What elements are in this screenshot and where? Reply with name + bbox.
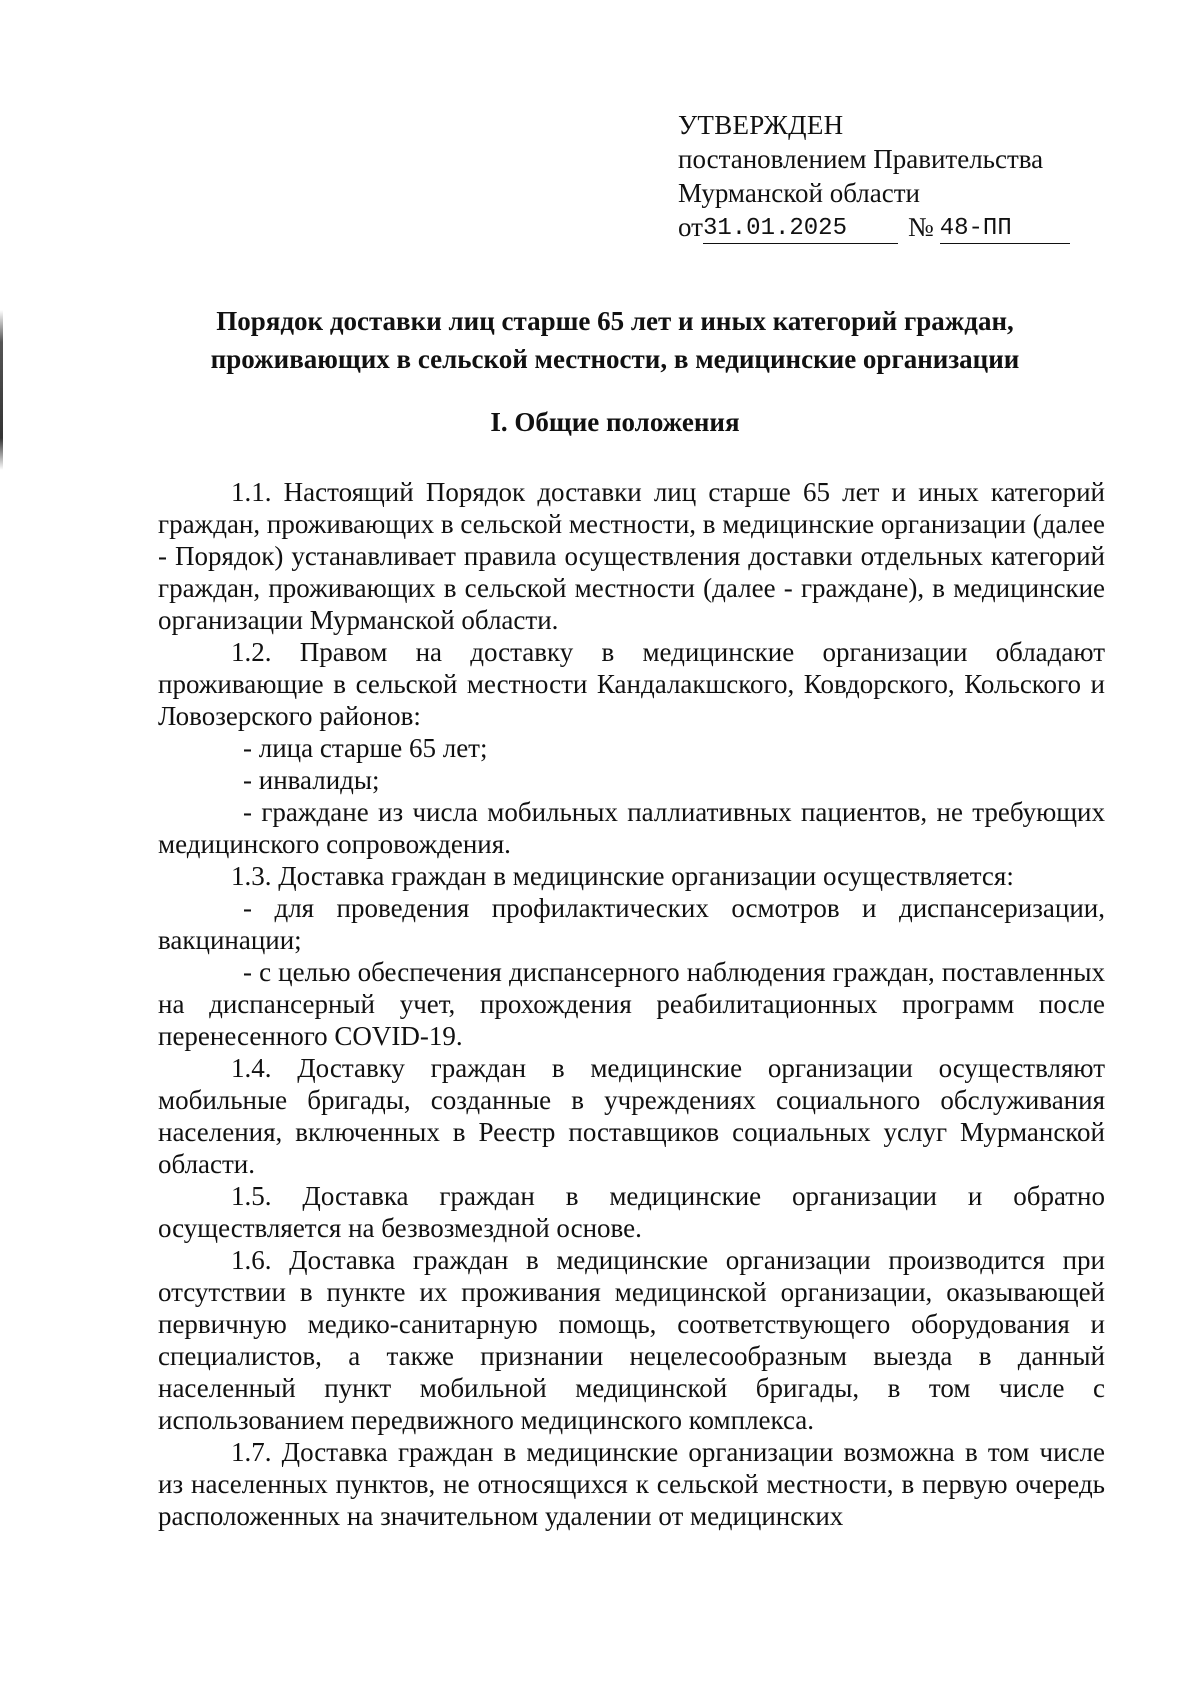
approval-date: 31.01.2025 xyxy=(703,215,898,244)
number-prefix: № xyxy=(907,212,934,242)
paragraph-1-1: 1.1. Настоящий Порядок доставки лиц старше 65 лет и иных категорий граждан, проживающих в сельской местности, в медицинские организации (далее - Порядок) устанавливает правила осуществления доставки отдельных категорий граждан, проживающих в сельской местности (далее - граждане), в медицинские организации Мурманской области. xyxy=(158,477,1105,635)
list-item-observation: - с целью обеспечения диспансерного наблюдения граждан, поставленных на диспансерный учет, прохождения реабилитационных программ после перенесенного COVID-19. xyxy=(158,957,1105,1051)
list-item-elderly: - лица старше 65 лет; xyxy=(243,733,488,763)
title-line-2: проживающих в сельской местности, в медицинские организации xyxy=(210,344,1020,374)
list-item-disabled: - инвалиды; xyxy=(243,765,380,795)
paragraph-1-2: 1.2. Правом на доставку в медицинские организации обладают проживающие в сельской местности Кандалакшского, Ковдорского, Кольского и Ловозерского районов: xyxy=(158,637,1105,731)
paragraph-1-7: 1.7. Доставка граждан в медицинские организации возможна в том числе из населенных пунктов, не относящихся к сельской местности, в первую очередь расположенных на значительном удалении от медицинских xyxy=(158,1437,1105,1531)
paragraph-1-4: 1.4. Доставку граждан в медицинские организации осуществляют мобильные бригады, созданные в учреждениях социального обслуживания населения, включенных в Реестр поставщиков социальных услуг Мурманской области. xyxy=(158,1053,1105,1179)
paragraph-1-5: 1.5. Доставка граждан в медицинские организации и обратно осуществляется на безвозмездной основе. xyxy=(158,1181,1105,1243)
title-line-1: Порядок доставки лиц старше 65 лет и иных категорий граждан, xyxy=(216,306,1014,336)
list-item-palliative: - граждане из числа мобильных паллиативных пациентов, не требующих медицинского сопровождения. xyxy=(158,797,1105,859)
approval-line-1: постановлением Правительства xyxy=(678,144,1044,174)
approval-heading: УТВЕРЖДЕН xyxy=(678,110,844,140)
scan-edge-mark xyxy=(0,310,3,470)
approval-line-2: Мурманской области xyxy=(678,178,920,208)
date-prefix: от xyxy=(678,212,703,242)
approval-date-number xyxy=(678,210,1098,244)
approval-number: 48-ПП xyxy=(940,215,1070,244)
paragraph-1-3: 1.3. Доставка граждан в медицинские организации осуществляется: xyxy=(231,861,1014,891)
document-title xyxy=(150,302,1080,378)
list-item-checkups: - для проведения профилактических осмотров и диспансеризации, вакцинации; xyxy=(158,893,1105,955)
document-body xyxy=(158,476,1105,1532)
paragraph-1-6: 1.6. Доставка граждан в медицинские организации производится при отсутствии в пункте их проживания медицинской организации, оказывающей первичную медико-санитарную помощь, соответствующего оборудования и специалистов, а также признании нецелесообразным выезда в данный населенный пункт мобильной медицинской бригады, в том числе с использованием передвижного медицинского комплекса. xyxy=(158,1245,1105,1435)
approval-stamp xyxy=(678,108,1098,244)
section-title: I. Общие положения xyxy=(490,407,740,437)
